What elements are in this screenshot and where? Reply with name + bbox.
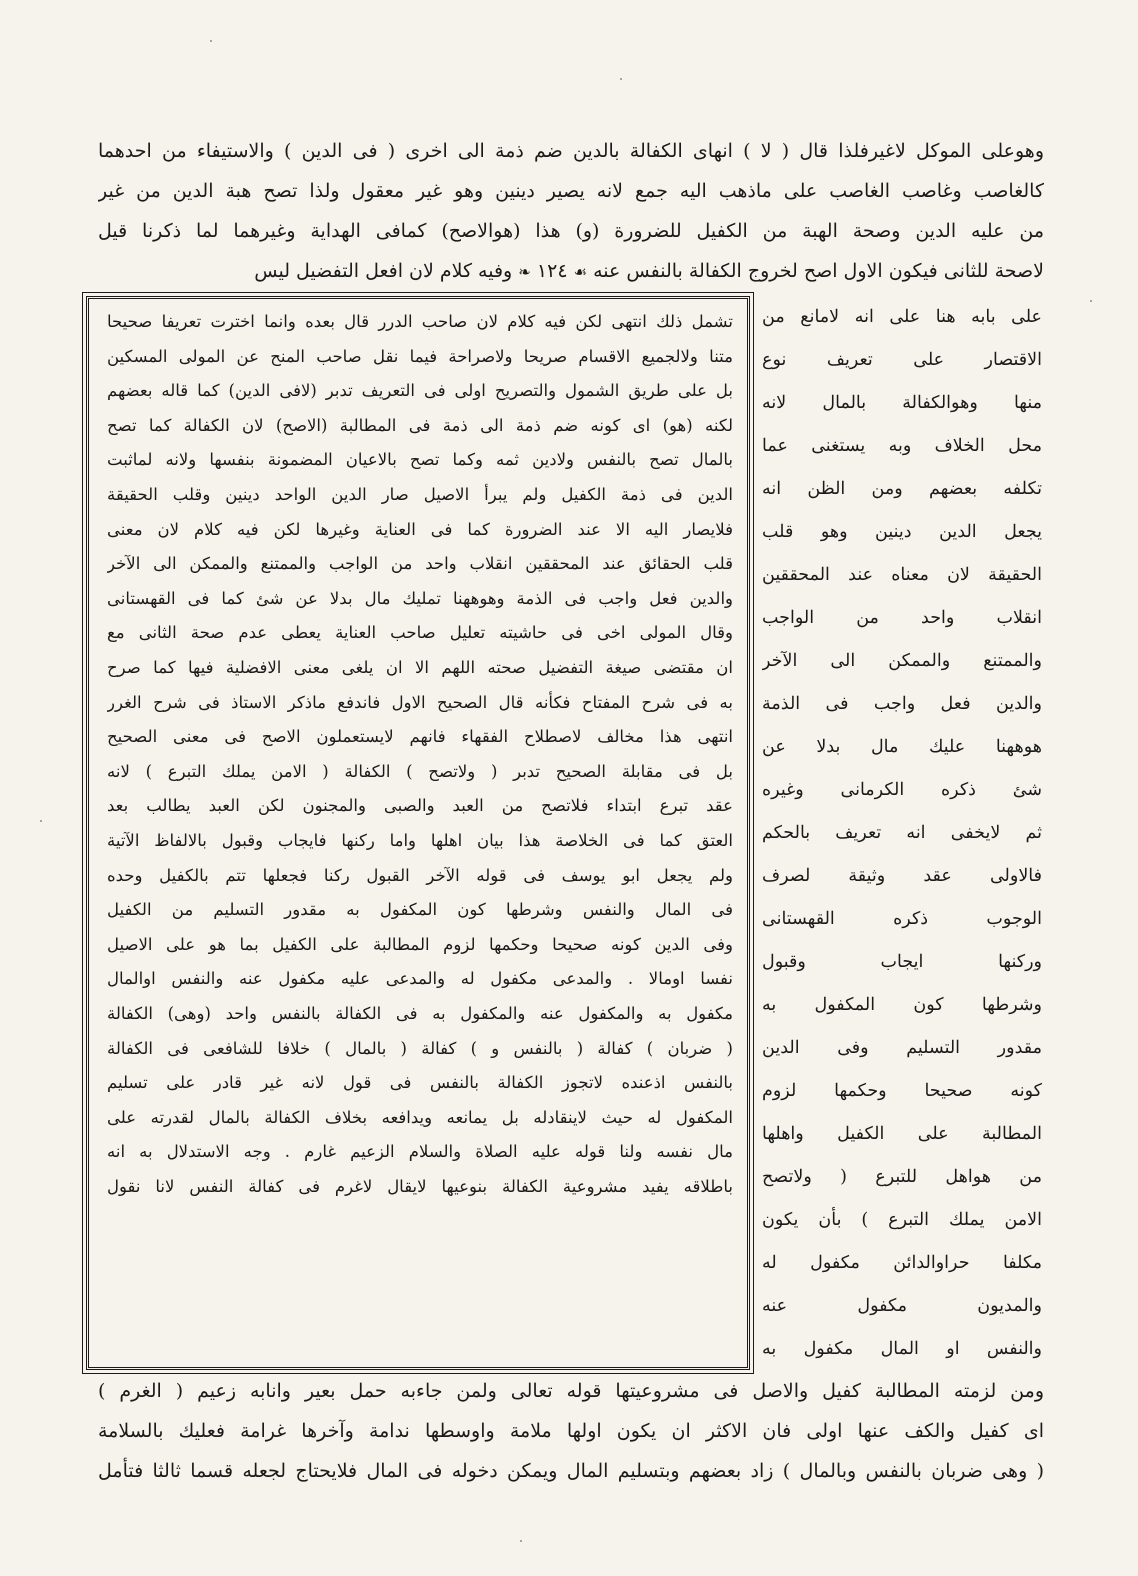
box-line: عقد تبرع ابتداء فلاتصح من العبد والصبى والمجنون لكن العبد يطالب بعد (107, 796, 733, 816)
bottom-line-2: اى كفيل والكف عنها اولى فان الاكثر ان يكون اولها ملامة واوسطها ندامة وآخرها غرامة فعليك بالسلامة (98, 1420, 1044, 1442)
top-line-2: كالغاصب وغاصب الغاصب على ماذهب اليه جمع لانه يصير دينين وهو غير معقول ولذا تصح هبة الدين من غير (98, 180, 1044, 202)
top-line-3: من عليه الدين وصحة الهبة من الكفيل للضرورة (و) هذا (هوالاصح) كمافى الهداية وغيرهما لما ذكرنا قيل (98, 220, 1044, 242)
side-line: مكلفا حراوالدائن مكفول له (762, 1253, 1042, 1273)
framed-main-text (86, 296, 750, 1370)
side-line: الحقيقة لان معناه عند المحققين (762, 565, 1042, 585)
box-line: باطلاقه يفيد مشروعية الكفالة بنوعيها لايقال لاغرم فى كفالة النفس لانا نقول (107, 1177, 733, 1196)
box-line: ان مقتضى صيغة التفضيل صحته اللهم الا ان يلغى معنى الافضلية فيها كما صرح (107, 658, 733, 677)
side-line: الاقتصار على تعريف نوع (762, 350, 1042, 370)
side-line: محل الخلاف وبه يستغنى عما (762, 436, 1042, 456)
side-line: والممتنع والممكن الى الآخر (762, 651, 1042, 671)
box-line: وفى الدين كونه صحيحا وحكمها لزوم المطالبة على الكفيل بما هو على الاصيل (107, 934, 733, 954)
box-line: ( ضربان ) كفالة ( بالنفس و ) كفالة ( بالمال ) خلافا للشافعى فى الكفالة (107, 1038, 733, 1058)
side-line: الوجوب ذكره القهستانى (762, 909, 1042, 929)
box-line: مكفول به والمكفول عنه والمكفول به فى الكفالة بالنفس واحد (وهى) الكفالة (107, 1004, 733, 1023)
side-line: تكلفه بعضهم ومن الظن انه (762, 479, 1042, 499)
box-line: بل على طريق الشمول والتصريح اولى فى التعريف تدبر (لافى الدين) كما قاله بعضهم (107, 381, 733, 401)
box-line: متنا ولالجميع الاقسام صريحا ولاصراحة فيما نقل صاحب المنح عن المولى المسكين (107, 346, 733, 366)
box-line: والدين فعل واجب فى الذمة وهوههنا تمليك مال بدلا عن شئ كما فى القهستانى (107, 588, 733, 608)
box-line: مال نفسه ولنا قوله عليه الصلاة والسلام الزعيم غارم . وجه الاستدلال به انه (107, 1142, 733, 1162)
paper-speck (520, 1540, 522, 1542)
box-line: تشمل ذلك انتهى لكن فيه كلام لان صاحب الدرر قال بعده وانما اخترت تعريفا صحيحا (107, 312, 733, 331)
box-line: لكنه (هو) اى كونه ضم ذمة الى ذمة فى المطالبة (الاصح) لان الكفالة كما تصح (107, 415, 733, 435)
side-line: والدين فعل واجب فى الذمة (762, 694, 1042, 714)
box-line: المكفول له حيث لاينقادله بل يمانعه ويدافعه بخلاف الكفالة بالمال لقدرته على (107, 1107, 733, 1127)
box-line: فى المال والنفس وشرطها كون المكفول به مقدور التسليم من الكفيل (107, 900, 733, 920)
top-line-4-head: لاصحة للثانى فيكون الاول اصح لخروج الكفالة بالنفس عنه (593, 260, 1044, 282)
side-line: وشرطها كون المكفول به (762, 995, 1042, 1015)
side-line: والنفس او المال مكفول به (762, 1339, 1042, 1359)
box-line: بالنفس اذعنده لاتجوز الكفالة بالنفس فى قول لانه غير قادر على تسليم (107, 1073, 733, 1093)
paper-speck (210, 40, 212, 42)
top-line-1: وهوعلى الموكل لاغيرفلذا قال ( لا ) انهاى الكفالة بالدين ضم ذمة الى اخرى ( فى الدين ) والاستيفاء من احدهما (98, 140, 1044, 162)
side-line: منها وهوالكفالة بالمال لانه (762, 393, 1042, 413)
paper-speck (620, 78, 622, 80)
box-line: به فى شرح المفتاح فكأنه قال الصحيح الاول فاندفع ماذكر الاستاذ فى شرح الغرر (107, 692, 733, 712)
box-line: الدين فى ذمة الكفيل ولم يبرأ الاصيل صار الدين الواحد دينين وقلب الحقيقة (107, 485, 733, 504)
side-line: فالاولى عقد وثيقة لصرف (762, 866, 1042, 886)
paper-speck (40, 820, 42, 822)
page-number: ١٢٤ (536, 260, 568, 282)
box-line: بل فى مقابلة الصحيح تدبر ( ولاتصح ) الكفالة ( الامن يملك التبرع ) لانه (107, 761, 733, 781)
top-line-4-tail: وفيه كلام لان افعل التفضيل ليس (254, 260, 513, 282)
side-line: وركنها ايجاب وقبول (762, 952, 1042, 972)
side-line: المطالبة على الكفيل واهلها (762, 1124, 1042, 1144)
side-line: هوههنا عليك مال بدلا عن (762, 737, 1042, 757)
side-line: من هواهل للتبرع ( ولاتصح (762, 1167, 1042, 1187)
box-line: انتهى هذا مخالف لاصطلاح الفقهاء فانهم لايستعملون الاصح فى معنى الصحيح (107, 727, 733, 747)
top-line-4 (98, 252, 1044, 290)
side-line: انقلاب واحد من الواجب (762, 608, 1042, 628)
page-ornament-left: ❧ (518, 263, 531, 281)
side-line: ثم لايخفى انه تعريف بالحكم (762, 823, 1042, 843)
side-line: على بابه هنا على انه لامانع من (762, 307, 1042, 327)
page-ornament-right: ☙ (573, 263, 588, 281)
side-line: مقدور التسليم وفى الدين (762, 1038, 1042, 1058)
side-line: يجعل الدين دينين وهو قلب (762, 522, 1042, 542)
box-line: العتق كما فى الخلاصة هذا بيان اهلها واما ركنها فايجاب وقبول بالالفاظ الآتية (107, 831, 733, 850)
box-line: بالمال تصح بالنفس ولادين ثمه وكما تصح بالاعيان المضمونة بنفسها ولانه لماثبت (107, 450, 733, 470)
box-line: وقال المولى اخى فى حاشيته تعليل صاحب العناية يعطى عدم صحة الثانى مع (107, 623, 733, 643)
box-line: ولم يجعل ابو يوسف فى قوله الآخر القبول ركنا فجعلها تتم بالكفيل وحده (107, 865, 733, 885)
box-line: نفسا اومالا . والمدعى مكفول له والمدعى عليه مكفول عنه والنفس اوالمال (107, 969, 733, 989)
side-line: والمديون مكفول عنه (762, 1296, 1042, 1316)
box-line: فلايصار اليه الا عند الضرورة كما فى العناية وغيرها لكن فيه كلام لان معنى (107, 519, 733, 539)
bottom-line-3: ( وهى ضربان بالنفس وبالمال ) زاد بعضهم وبتسليم المال ويمكن دخوله فى المال فلايحتاج لجعله قسما ثالثا فتأمل (98, 1460, 1044, 1482)
bottom-line-1: ومن لزمته المطالبة كفيل والاصل فى مشروعيتها قوله تعالى ولمن جاءبه حمل بعير وانابه زعيم ( الغرم ) (98, 1380, 1044, 1402)
side-line: شئ ذكره الكرمانى وغيره (762, 780, 1042, 800)
side-line: كونه صحيحا وحكمها لزوم (762, 1081, 1042, 1101)
paper-speck (1090, 300, 1092, 302)
box-line: قلب الحقائق عند المحققين انقلاب واحد من الواجب والممتنع والممكن الى الآخر (107, 554, 733, 574)
side-line: الامن يملك التبرع ) بأن يكون (762, 1210, 1042, 1230)
